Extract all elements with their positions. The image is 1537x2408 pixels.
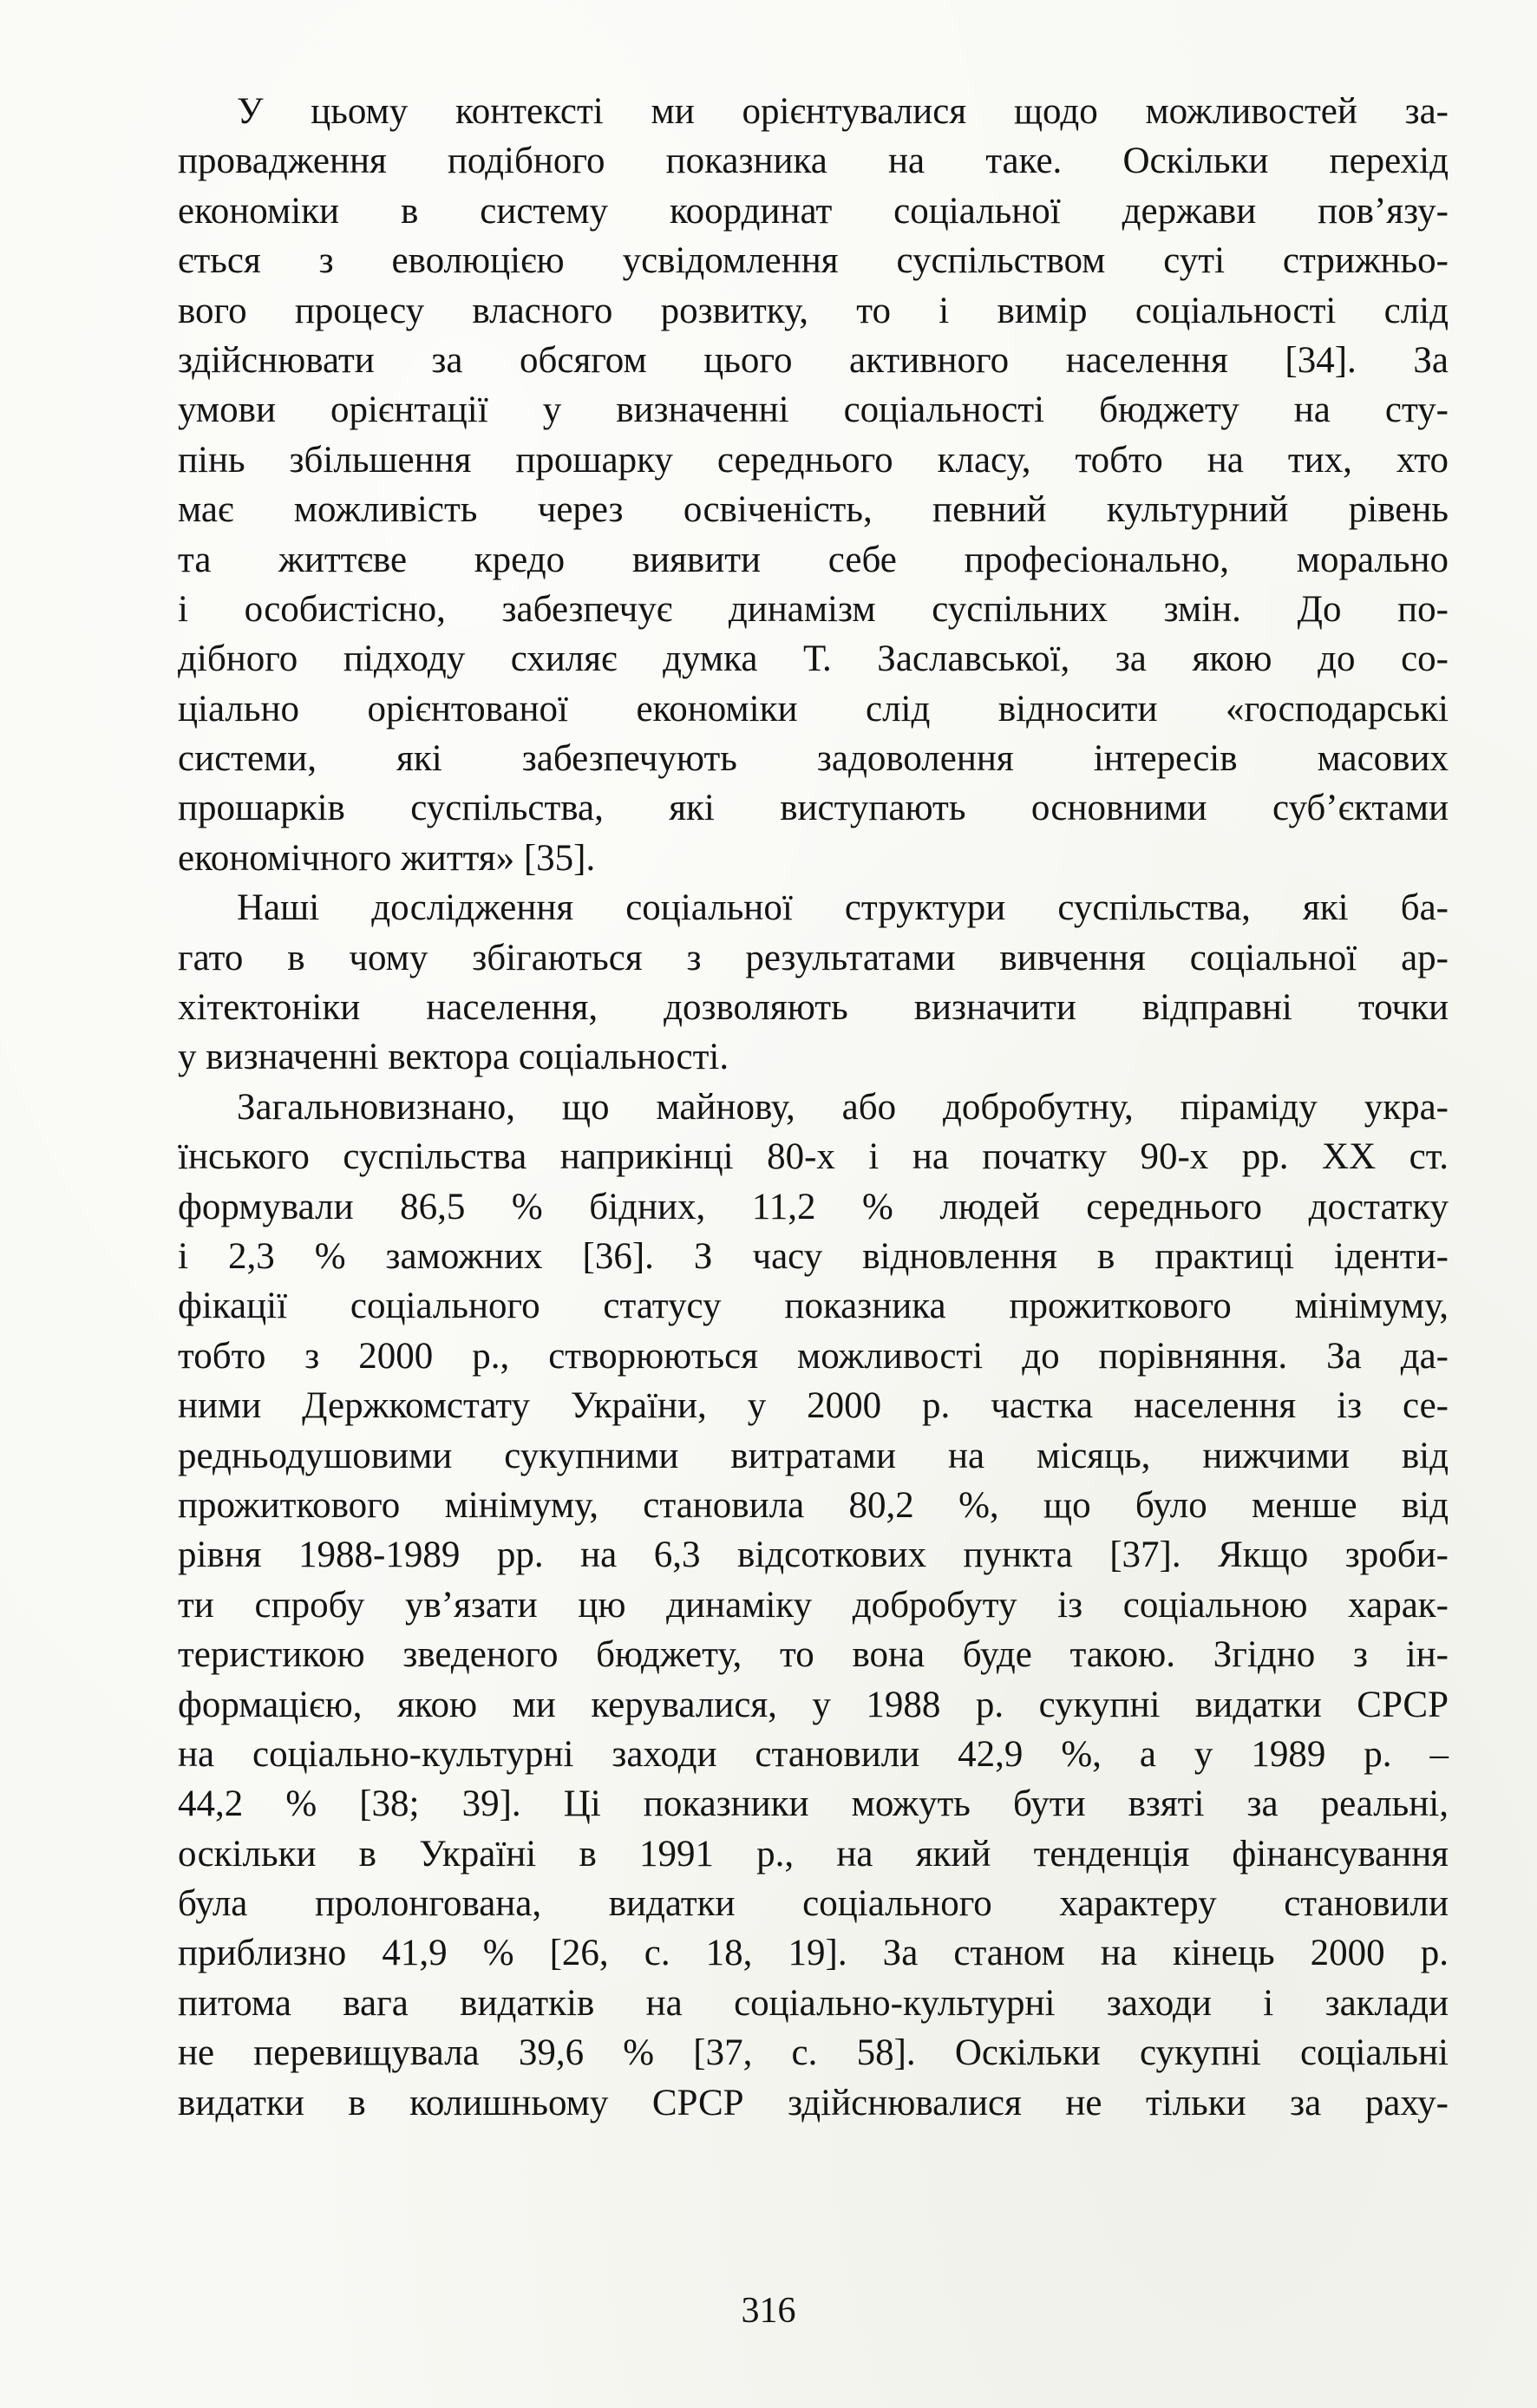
text-line: Наші дослідження соціальної структури суспільства, які ба- bbox=[237, 887, 1449, 929]
text-line: ти спробу ув’язати цю динаміку добробуту із соціальною харак- bbox=[178, 1584, 1449, 1626]
text-line: ціально орієнтованої економіки слід відносити «господарські bbox=[178, 688, 1449, 730]
text-line: їнського суспільства наприкінці 80-х і на початку 90-х рр. ХХ ст. bbox=[178, 1136, 1449, 1178]
text-line: 44,2 % [38; 39]. Ці показники можуть бути взяті за реальні, bbox=[178, 1783, 1449, 1825]
text-line: прошарків суспільства, які виступають основними суб’єктами bbox=[178, 788, 1449, 829]
text-line: ється з еволюцією усвідомлення суспільством суті стрижньо- bbox=[178, 240, 1449, 282]
paragraph bbox=[178, 1083, 1449, 2128]
text-line: і 2,3 % заможних [36]. З часу відновлення в практиці іденти- bbox=[178, 1235, 1449, 1277]
text-line: здійснювати за обсягом цього активного населення [34]. За bbox=[178, 339, 1449, 381]
text-line: теристикою зведеного бюджету, то вона буде такою. Згідно з ін- bbox=[178, 1634, 1449, 1676]
body-text bbox=[178, 87, 1449, 2128]
text-line: у визначенні вектора соціальності. bbox=[178, 1037, 729, 1078]
text-line: дібного підходу схиляє думка Т. Заславської, за якою до со- bbox=[178, 638, 1449, 680]
text-line: рівня 1988-1989 рр. на 6,3 відсоткових пункта [37]. Якщо зроби- bbox=[178, 1534, 1449, 1576]
text-line: хітектоніки населення, дозволяють визначити відправні точки bbox=[178, 987, 1449, 1029]
text-line: пінь збільшення прошарку середнього класу, тобто на тих, хто bbox=[178, 439, 1449, 481]
text-line: формували 86,5 % бідних, 11,2 % людей середнього достатку bbox=[178, 1186, 1449, 1227]
text-line: економіки в систему координат соціальної держави пов’язу- bbox=[178, 190, 1449, 232]
text-line: була пролонгована, видатки соціального характеру становили bbox=[178, 1883, 1449, 1925]
text-line: має можливість через освіченість, певний культурний рівень bbox=[178, 489, 1449, 531]
text-line: гато в чому збігаються з результатами вивчення соціальної ар- bbox=[178, 937, 1449, 978]
text-line: прожиткового мінімуму, становила 80,2 %, що було менше від bbox=[178, 1484, 1449, 1526]
text-line: не перевищувала 39,6 % [37, с. 58]. Оскільки сукупні соціальні bbox=[178, 2032, 1449, 2074]
text-line: тобто з 2000 р., створюються можливості до порівняння. За да- bbox=[178, 1335, 1449, 1377]
paragraph bbox=[178, 87, 1449, 883]
text-line: умови орієнтації у визначенні соціальності бюджету на сту- bbox=[178, 389, 1449, 431]
text-line: формацією, якою ми керувалися, у 1988 р. сукупні видатки СРСР bbox=[178, 1684, 1449, 1725]
text-line: ними Держкомстату України, у 2000 р. частка населення із се- bbox=[178, 1385, 1449, 1427]
paragraph bbox=[178, 883, 1449, 1083]
text-line: на соціально-культурні заходи становили 42,9 %, а у 1989 р. – bbox=[178, 1733, 1449, 1775]
text-line: і особистісно, забезпечує динамізм суспільних змін. До по- bbox=[178, 588, 1449, 630]
text-line: та життєве кредо виявити себе професіонально, морально bbox=[178, 539, 1449, 580]
text-line: фікації соціального статусу показника прожиткового мінімуму, bbox=[178, 1286, 1449, 1327]
text-line: Загальновизнано, що майнову, або добробутну, піраміду укра- bbox=[237, 1086, 1449, 1128]
text-line: приблизно 41,9 % [26, с. 18, 19]. За станом на кінець 2000 р. bbox=[178, 1933, 1449, 1974]
page-number: 316 bbox=[741, 2291, 796, 2331]
text-line: видатки в колишньому СРСР здійснювалися не тільки за раху- bbox=[178, 2082, 1449, 2123]
text-line: вого процесу власного розвитку, то і вимір соціальності слід bbox=[178, 290, 1449, 331]
text-line: У цьому контексті ми орієнтувалися щодо можливостей за- bbox=[237, 91, 1449, 132]
text-line: оскільки в Україні в 1991 р., на який тенденція фінансування bbox=[178, 1833, 1449, 1875]
text-line: економічного життя» [35]. bbox=[178, 837, 596, 879]
text-line: редньодушовими сукупними витратами на місяць, нижчими від bbox=[178, 1435, 1449, 1476]
text-line: питома вага видатків на соціально-культурні заходи і заклади bbox=[178, 1982, 1449, 2024]
text-line: системи, які забезпечують задоволення інтересів масових bbox=[178, 738, 1449, 780]
text-line: провадження подібного показника на таке. Оскільки перехід bbox=[178, 141, 1449, 182]
